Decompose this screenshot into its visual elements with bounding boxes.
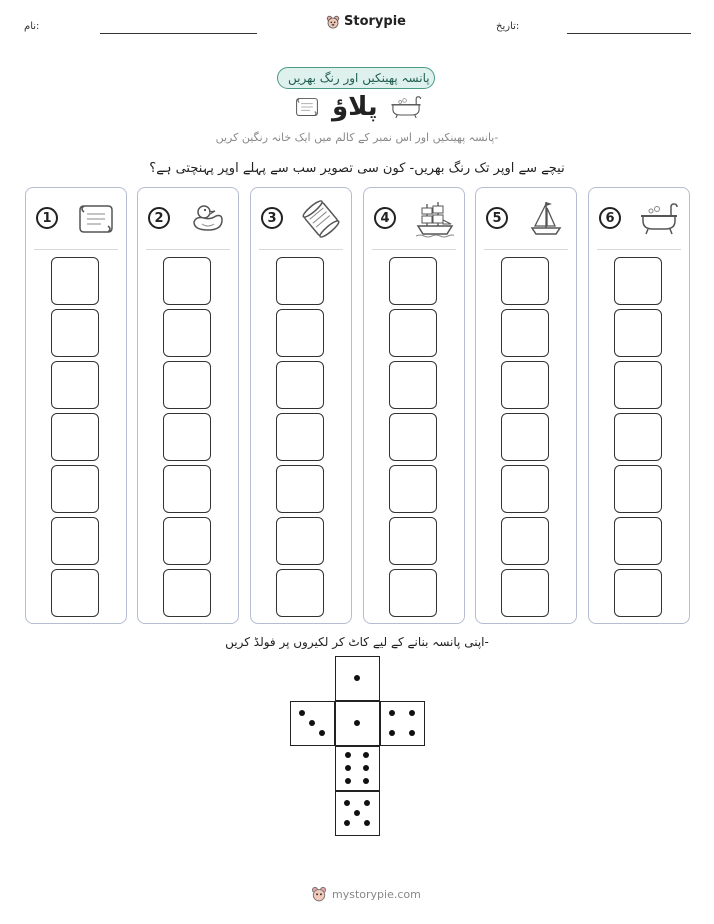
color-cell[interactable] xyxy=(163,413,211,461)
color-cell[interactable] xyxy=(501,517,549,565)
color-cell[interactable] xyxy=(276,517,324,565)
color-cell[interactable] xyxy=(163,465,211,513)
column-divider xyxy=(34,249,118,250)
die-pip xyxy=(344,820,350,826)
sailboat-icon xyxy=(526,200,566,238)
scroll-icon xyxy=(294,94,320,120)
color-cell[interactable] xyxy=(501,465,549,513)
footer-url[interactable]: mystorypie.com xyxy=(332,887,421,901)
column-3 xyxy=(250,187,352,624)
rubber-duck-icon xyxy=(188,200,228,238)
color-cell[interactable] xyxy=(389,361,437,409)
color-cell[interactable] xyxy=(389,517,437,565)
column-divider xyxy=(372,249,456,250)
color-cell[interactable] xyxy=(614,361,662,409)
column-number: 2 xyxy=(148,207,170,229)
die-face-5 xyxy=(335,791,380,836)
color-cell[interactable] xyxy=(51,413,99,461)
brand-name: Storypie xyxy=(344,14,406,29)
die-pip xyxy=(389,710,395,716)
die-pip xyxy=(354,810,360,816)
die-face-1 xyxy=(335,701,380,746)
color-cell[interactable] xyxy=(501,413,549,461)
footer xyxy=(311,886,421,902)
color-cell[interactable] xyxy=(163,361,211,409)
die-pip xyxy=(354,675,360,681)
color-cell[interactable] xyxy=(389,569,437,617)
die-face-1 xyxy=(335,656,380,701)
color-cell[interactable] xyxy=(51,569,99,617)
activity-pill: پانسہ پھینکیں اور رنگ بھریں xyxy=(277,67,435,89)
name-line[interactable] xyxy=(100,33,257,34)
bathtub-icon xyxy=(639,200,679,238)
column-number: 4 xyxy=(374,207,396,229)
color-cell[interactable] xyxy=(51,361,99,409)
column-5 xyxy=(475,187,577,624)
date-line[interactable] xyxy=(567,33,691,34)
color-cell[interactable] xyxy=(276,361,324,409)
sailing-ship-icon xyxy=(414,200,454,238)
die-pip xyxy=(354,720,360,726)
column-divider xyxy=(484,249,568,250)
color-cell[interactable] xyxy=(389,257,437,305)
column-number: 6 xyxy=(599,207,621,229)
color-cell[interactable] xyxy=(163,569,211,617)
color-cell[interactable] xyxy=(614,569,662,617)
die-pip xyxy=(409,730,415,736)
die-face-6 xyxy=(335,746,380,791)
column-number: 5 xyxy=(486,207,508,229)
column-6 xyxy=(588,187,690,624)
color-cell[interactable] xyxy=(163,517,211,565)
column-divider xyxy=(146,249,230,250)
die-face-3 xyxy=(290,701,335,746)
question-text: نیچے سے اوپر تک رنگ بھریں- کون سی تصویر سب سے پہلے اوپر پہنچتی ہے؟ xyxy=(149,161,565,176)
color-cell[interactable] xyxy=(614,257,662,305)
name-label: نام: xyxy=(24,21,40,32)
die-pip xyxy=(309,720,315,726)
color-cell[interactable] xyxy=(163,309,211,357)
bear-logo-icon xyxy=(311,886,327,902)
die-pip xyxy=(319,730,325,736)
die-pip xyxy=(344,800,350,806)
color-cell[interactable] xyxy=(501,257,549,305)
column-number: 3 xyxy=(261,207,283,229)
scroll-icon xyxy=(76,200,116,238)
bear-logo-icon xyxy=(326,15,340,29)
color-cell[interactable] xyxy=(501,569,549,617)
date-label: تاریخ: xyxy=(496,21,520,32)
column-divider xyxy=(597,249,681,250)
column-number: 1 xyxy=(36,207,58,229)
die-pip xyxy=(364,800,370,806)
color-cell[interactable] xyxy=(51,465,99,513)
color-cell[interactable] xyxy=(614,413,662,461)
die-pip xyxy=(363,778,369,784)
color-cell[interactable] xyxy=(614,517,662,565)
page-subtitle: پانسہ پھینکیں اور اس نمبر کے کالم میں ایک خانہ رنگین کریں- xyxy=(215,131,499,144)
column-2 xyxy=(137,187,239,624)
die-pip xyxy=(363,752,369,758)
page-title: پلاؤ xyxy=(332,92,378,122)
color-cell[interactable] xyxy=(163,257,211,305)
color-cell[interactable] xyxy=(51,309,99,357)
color-cell[interactable] xyxy=(501,361,549,409)
color-cell[interactable] xyxy=(501,309,549,357)
die-pip xyxy=(389,730,395,736)
die-pip xyxy=(299,710,305,716)
color-cell[interactable] xyxy=(51,517,99,565)
color-cell[interactable] xyxy=(614,309,662,357)
die-pip xyxy=(364,820,370,826)
die-instruction: اپنی پانسہ بنانے کے لیے کاٹ کر لکیروں پر فولڈ کریں- xyxy=(225,635,489,649)
color-cell[interactable] xyxy=(389,413,437,461)
rolled-map-icon xyxy=(301,200,341,238)
die-pip xyxy=(345,778,351,784)
die-pip xyxy=(345,752,351,758)
die-pip xyxy=(409,710,415,716)
color-cell[interactable] xyxy=(389,309,437,357)
color-cell[interactable] xyxy=(614,465,662,513)
column-4 xyxy=(363,187,465,624)
color-cell[interactable] xyxy=(276,257,324,305)
color-cell[interactable] xyxy=(276,309,324,357)
die-face-4 xyxy=(380,701,425,746)
bathtub-icon xyxy=(390,94,422,120)
title-row xyxy=(294,92,422,122)
color-cell[interactable] xyxy=(276,569,324,617)
brand-logo xyxy=(326,14,406,29)
color-cell[interactable] xyxy=(389,465,437,513)
color-cell[interactable] xyxy=(51,257,99,305)
column-divider xyxy=(259,249,343,250)
column-1 xyxy=(25,187,127,624)
color-cell[interactable] xyxy=(276,413,324,461)
die-pip xyxy=(363,765,369,771)
color-cell[interactable] xyxy=(276,465,324,513)
die-pip xyxy=(345,765,351,771)
